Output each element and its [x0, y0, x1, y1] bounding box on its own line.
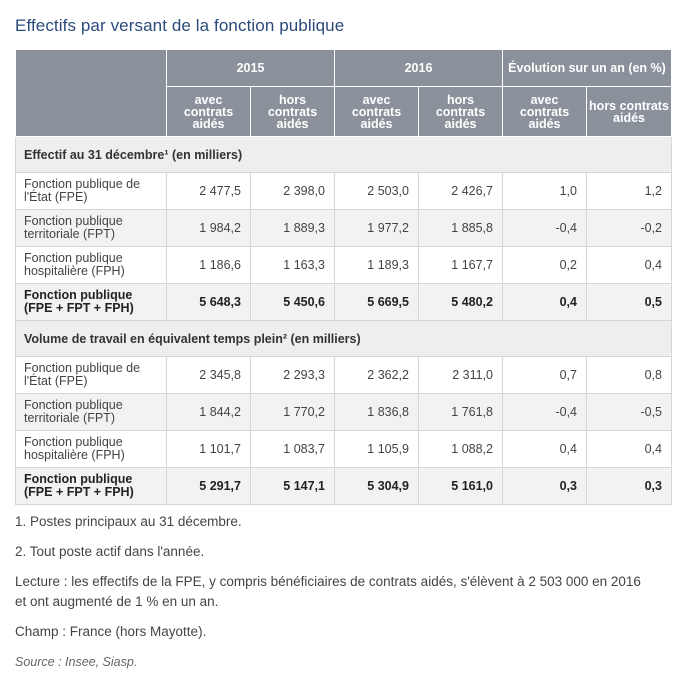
table-row: [16, 173, 672, 210]
value-cell: 1 167,7: [419, 247, 503, 284]
header-year-2015: 2015: [167, 50, 335, 87]
value-cell: 2 345,8: [167, 357, 251, 394]
section-row: [16, 137, 672, 173]
scope-note: Champ : France (hors Mayotte).: [15, 624, 207, 639]
header-evolution: Évolution sur un an (en %): [503, 50, 672, 87]
value-cell: 2 503,0: [335, 173, 419, 210]
value-cell: 1 105,9: [335, 431, 419, 468]
subheader-cell: avec contrats aidés: [167, 87, 251, 137]
section-title: Effectif au 31 décembre¹ (en milliers): [16, 137, 672, 173]
footnote-2: 2. Tout poste actif dans l'année.: [15, 544, 205, 559]
value-cell: 5 161,0: [419, 468, 503, 505]
value-cell: 5 147,1: [251, 468, 335, 505]
value-cell: 5 304,9: [335, 468, 419, 505]
value-cell: 1 088,2: [419, 431, 503, 468]
value-cell: 0,5: [587, 284, 672, 321]
value-cell: 1 186,6: [167, 247, 251, 284]
value-cell: -0,2: [587, 210, 672, 247]
row-label: Fonction publique hospitalière (FPH): [16, 247, 167, 284]
value-cell: 1 977,2: [335, 210, 419, 247]
value-cell: 2 426,7: [419, 173, 503, 210]
value-cell: 2 362,2: [335, 357, 419, 394]
row-label: Fonction publique de l'État (FPE): [16, 173, 167, 210]
subheader-cell: avec contrats aidés: [335, 87, 419, 137]
row-label: Fonction publique territoriale (FPT): [16, 394, 167, 431]
value-cell: 0,7: [503, 357, 587, 394]
table-row: [16, 431, 672, 468]
value-cell: 2 398,0: [251, 173, 335, 210]
table-body: [16, 137, 672, 505]
value-cell: 0,2: [503, 247, 587, 284]
table-row: [16, 394, 672, 431]
value-cell: 1 889,3: [251, 210, 335, 247]
value-cell: 0,4: [587, 247, 672, 284]
reading-note: Lecture : les effectifs de la FPE, y compris bénéficiaires de contrats aidés, s'élèvent à 2 503 000 en 2016 et ont augmenté de 1 % en un an.: [15, 574, 641, 609]
page-title: Effectifs par versant de la fonction publique: [15, 16, 345, 35]
subheader-cell: avec contrats aidés: [503, 87, 587, 137]
value-cell: 5 291,7: [167, 468, 251, 505]
row-label: Fonction publique de l'État (FPE): [16, 357, 167, 394]
value-cell: 1 189,3: [335, 247, 419, 284]
table-row: [16, 357, 672, 394]
row-label: Fonction publique hospitalière (FPH): [16, 431, 167, 468]
footnote-1: 1. Postes principaux au 31 décembre.: [15, 514, 242, 529]
header-year-2016: 2016: [335, 50, 503, 87]
value-cell: 1 984,2: [167, 210, 251, 247]
row-label: Fonction publique territoriale (FPT): [16, 210, 167, 247]
value-cell: -0,4: [503, 394, 587, 431]
value-cell: 0,4: [587, 431, 672, 468]
value-cell: 5 648,3: [167, 284, 251, 321]
value-cell: 0,3: [587, 468, 672, 505]
value-cell: -0,5: [587, 394, 672, 431]
subheader-cell: hors contrats aidés: [419, 87, 503, 137]
table-row: [16, 284, 672, 321]
value-cell: 5 450,6: [251, 284, 335, 321]
source-note: Source : Insee, Siasp.: [15, 655, 138, 669]
value-cell: 1 163,3: [251, 247, 335, 284]
value-cell: 5 480,2: [419, 284, 503, 321]
section-row: [16, 321, 672, 357]
subheader-cell: hors contrats aidés: [587, 87, 672, 137]
value-cell: 1 770,2: [251, 394, 335, 431]
table-row: [16, 468, 672, 505]
data-table: [15, 49, 672, 505]
value-cell: 2 311,0: [419, 357, 503, 394]
value-cell: 1 844,2: [167, 394, 251, 431]
row-label: Fonction publique (FPE + FPT + FPH): [16, 468, 167, 505]
value-cell: 5 669,5: [335, 284, 419, 321]
header-corner: [16, 50, 167, 137]
value-cell: 1 101,7: [167, 431, 251, 468]
value-cell: 0,4: [503, 284, 587, 321]
value-cell: -0,4: [503, 210, 587, 247]
row-label: Fonction publique (FPE + FPT + FPH): [16, 284, 167, 321]
section-title: Volume de travail en équivalent temps plein² (en milliers): [16, 321, 672, 357]
value-cell: 1 836,8: [335, 394, 419, 431]
value-cell: 1,0: [503, 173, 587, 210]
value-cell: 0,3: [503, 468, 587, 505]
value-cell: 2 477,5: [167, 173, 251, 210]
table-row: [16, 210, 672, 247]
value-cell: 2 293,3: [251, 357, 335, 394]
value-cell: 1 761,8: [419, 394, 503, 431]
value-cell: 1 083,7: [251, 431, 335, 468]
value-cell: 0,8: [587, 357, 672, 394]
value-cell: 1 885,8: [419, 210, 503, 247]
value-cell: 1,2: [587, 173, 672, 210]
subheader-cell: hors contrats aidés: [251, 87, 335, 137]
value-cell: 0,4: [503, 431, 587, 468]
table-row: [16, 247, 672, 284]
